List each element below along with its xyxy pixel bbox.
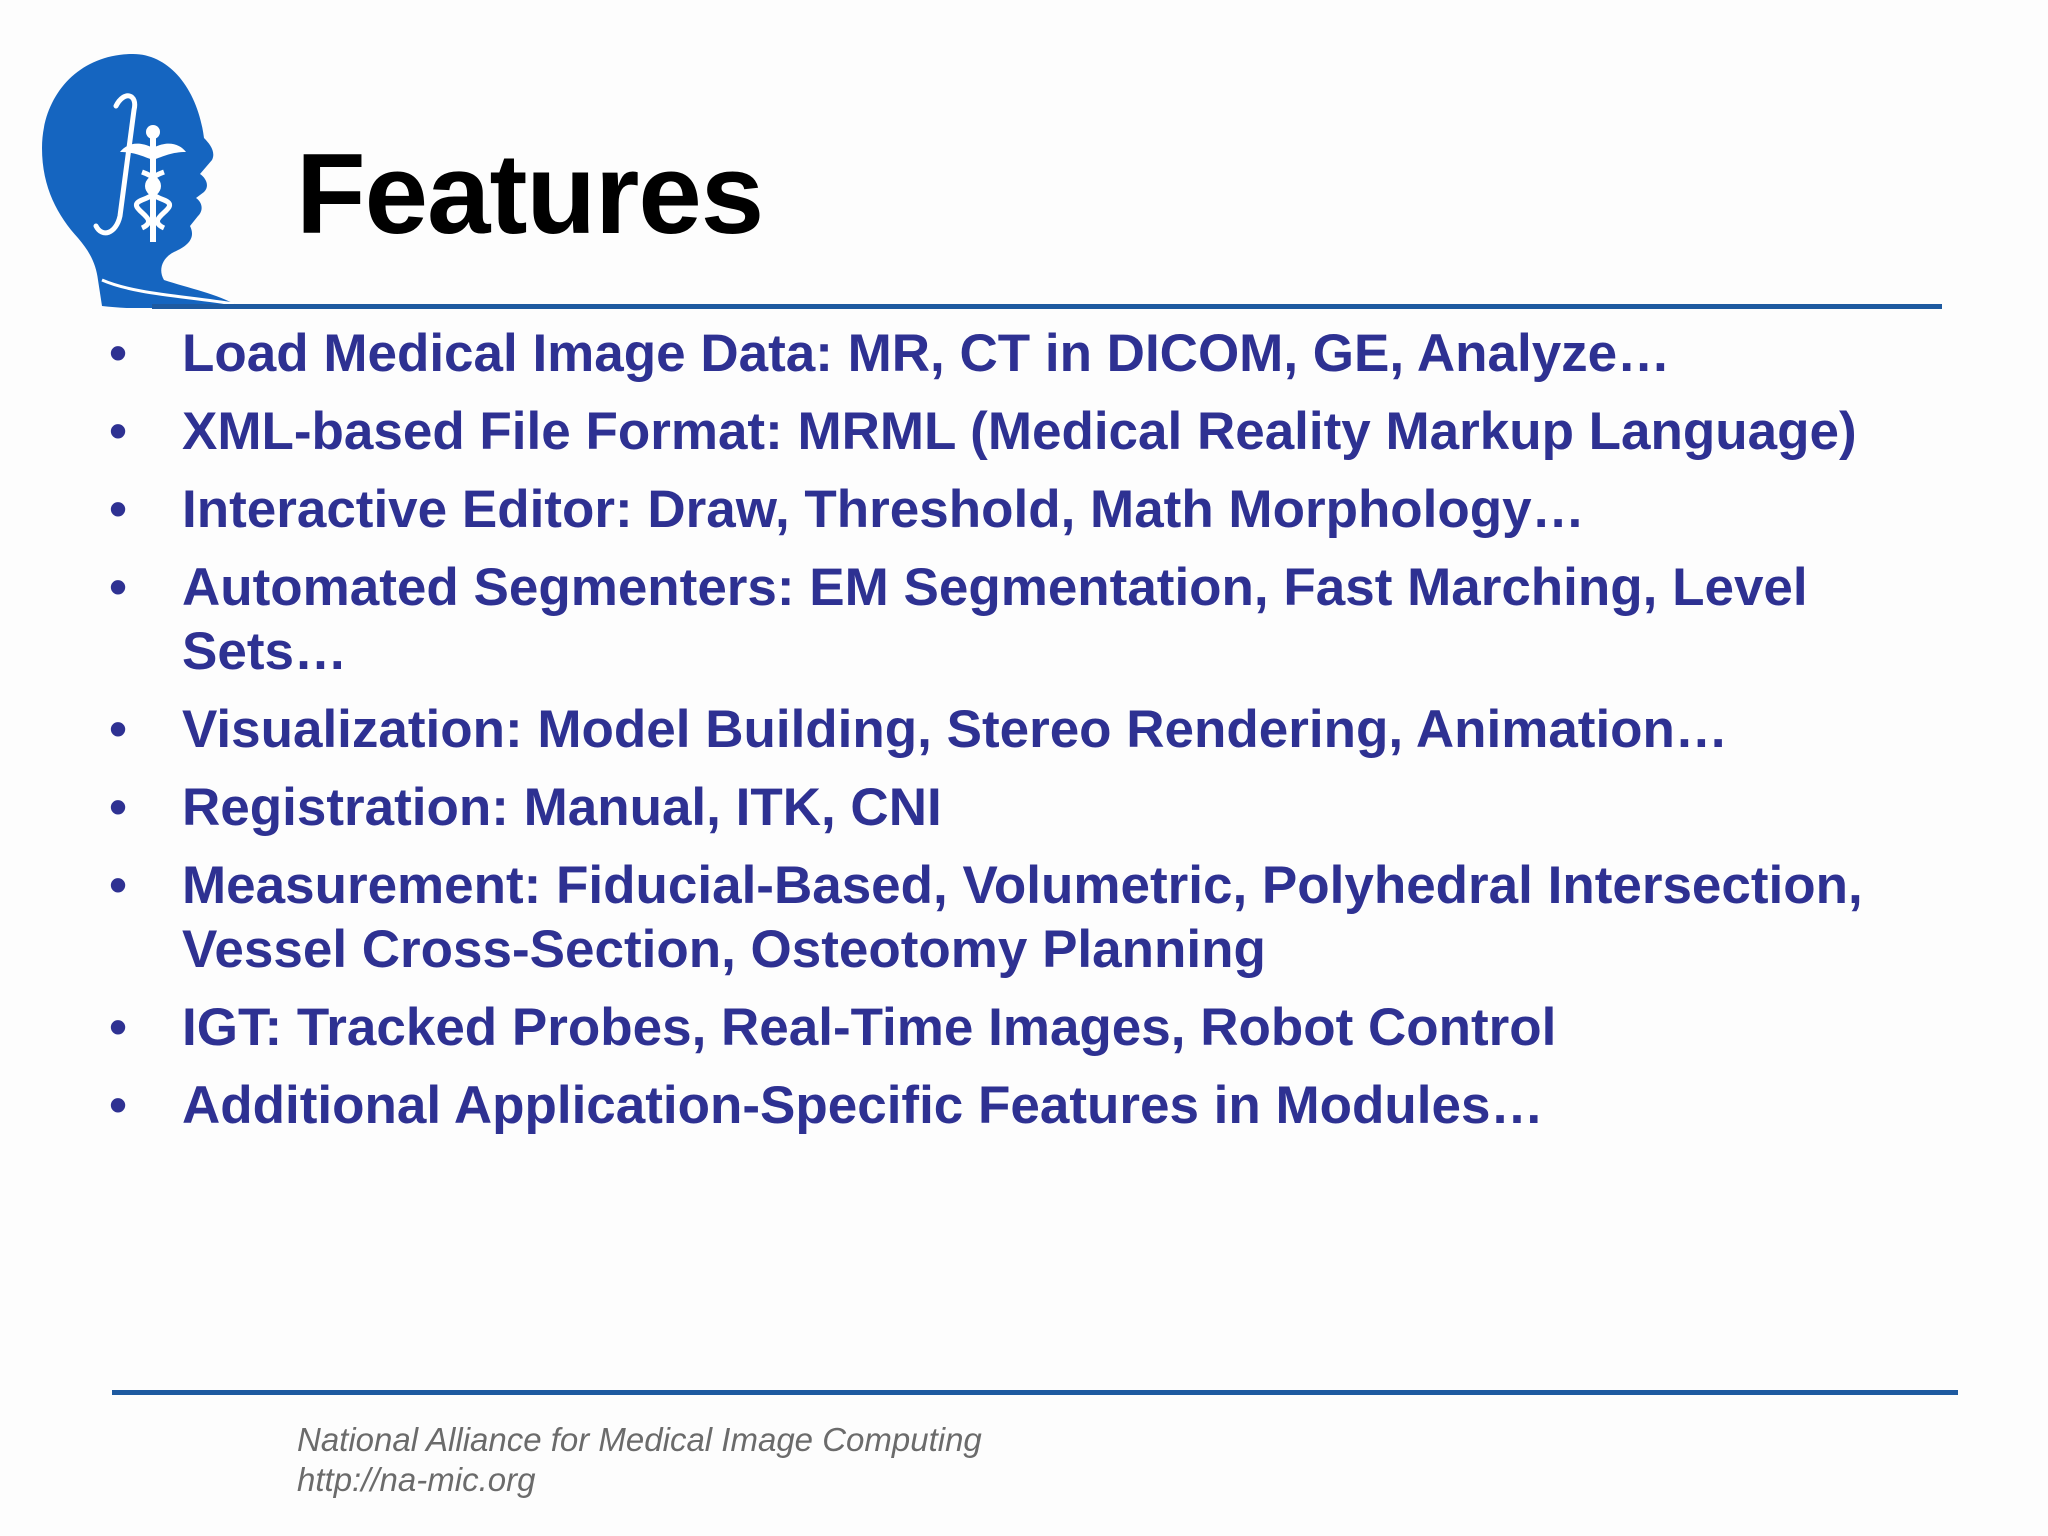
header-divider xyxy=(152,304,1942,309)
bullet-icon: • xyxy=(108,324,128,383)
feature-text: Visualization: Model Building, Stereo Rendering, Animation… xyxy=(182,700,1728,759)
feature-text: Registration: Manual, ITK, CNI xyxy=(182,778,942,837)
slide-title: Features xyxy=(296,131,764,258)
bullet-icon: • xyxy=(108,558,128,617)
bullet-icon: • xyxy=(108,778,128,837)
bullet-icon: • xyxy=(108,998,128,1057)
feature-text: Additional Application-Specific Features in Modules… xyxy=(182,1076,1544,1135)
footer-divider xyxy=(112,1390,1958,1395)
feature-list xyxy=(98,322,1898,1152)
feature-text: IGT: Tracked Probes, Real-Time Images, Robot Control xyxy=(182,998,1557,1057)
feature-item xyxy=(98,1074,1898,1138)
feature-item xyxy=(98,322,1898,386)
footer xyxy=(297,1420,982,1500)
feature-item xyxy=(98,556,1898,684)
feature-item xyxy=(98,698,1898,762)
feature-item xyxy=(98,854,1898,982)
feature-text: Automated Segmenters: EM Segmentation, Fast Marching, Level Sets… xyxy=(182,558,1808,681)
bullet-icon: • xyxy=(108,856,128,915)
feature-text: Interactive Editor: Draw, Threshold, Math Morphology… xyxy=(182,480,1585,539)
head-caduceus-logo-icon xyxy=(38,48,248,308)
bullet-icon: • xyxy=(108,1076,128,1135)
feature-text: XML-based File Format: MRML (Medical Reality Markup Language) xyxy=(182,402,1857,461)
feature-item xyxy=(98,400,1898,464)
feature-text: Measurement: Fiducial-Based, Volumetric, Polyhedral Intersection, Vessel Cross-Section, Osteotomy Planning xyxy=(182,856,1863,979)
feature-item xyxy=(98,996,1898,1060)
bullet-icon: • xyxy=(108,700,128,759)
feature-text: Load Medical Image Data: MR, CT in DICOM, GE, Analyze… xyxy=(182,324,1671,383)
bullet-icon: • xyxy=(108,480,128,539)
feature-item xyxy=(98,776,1898,840)
feature-item xyxy=(98,478,1898,542)
footer-org: National Alliance for Medical Image Computing xyxy=(297,1421,982,1458)
bullet-icon: • xyxy=(108,402,128,461)
footer-url: http://na-mic.org xyxy=(297,1461,536,1498)
